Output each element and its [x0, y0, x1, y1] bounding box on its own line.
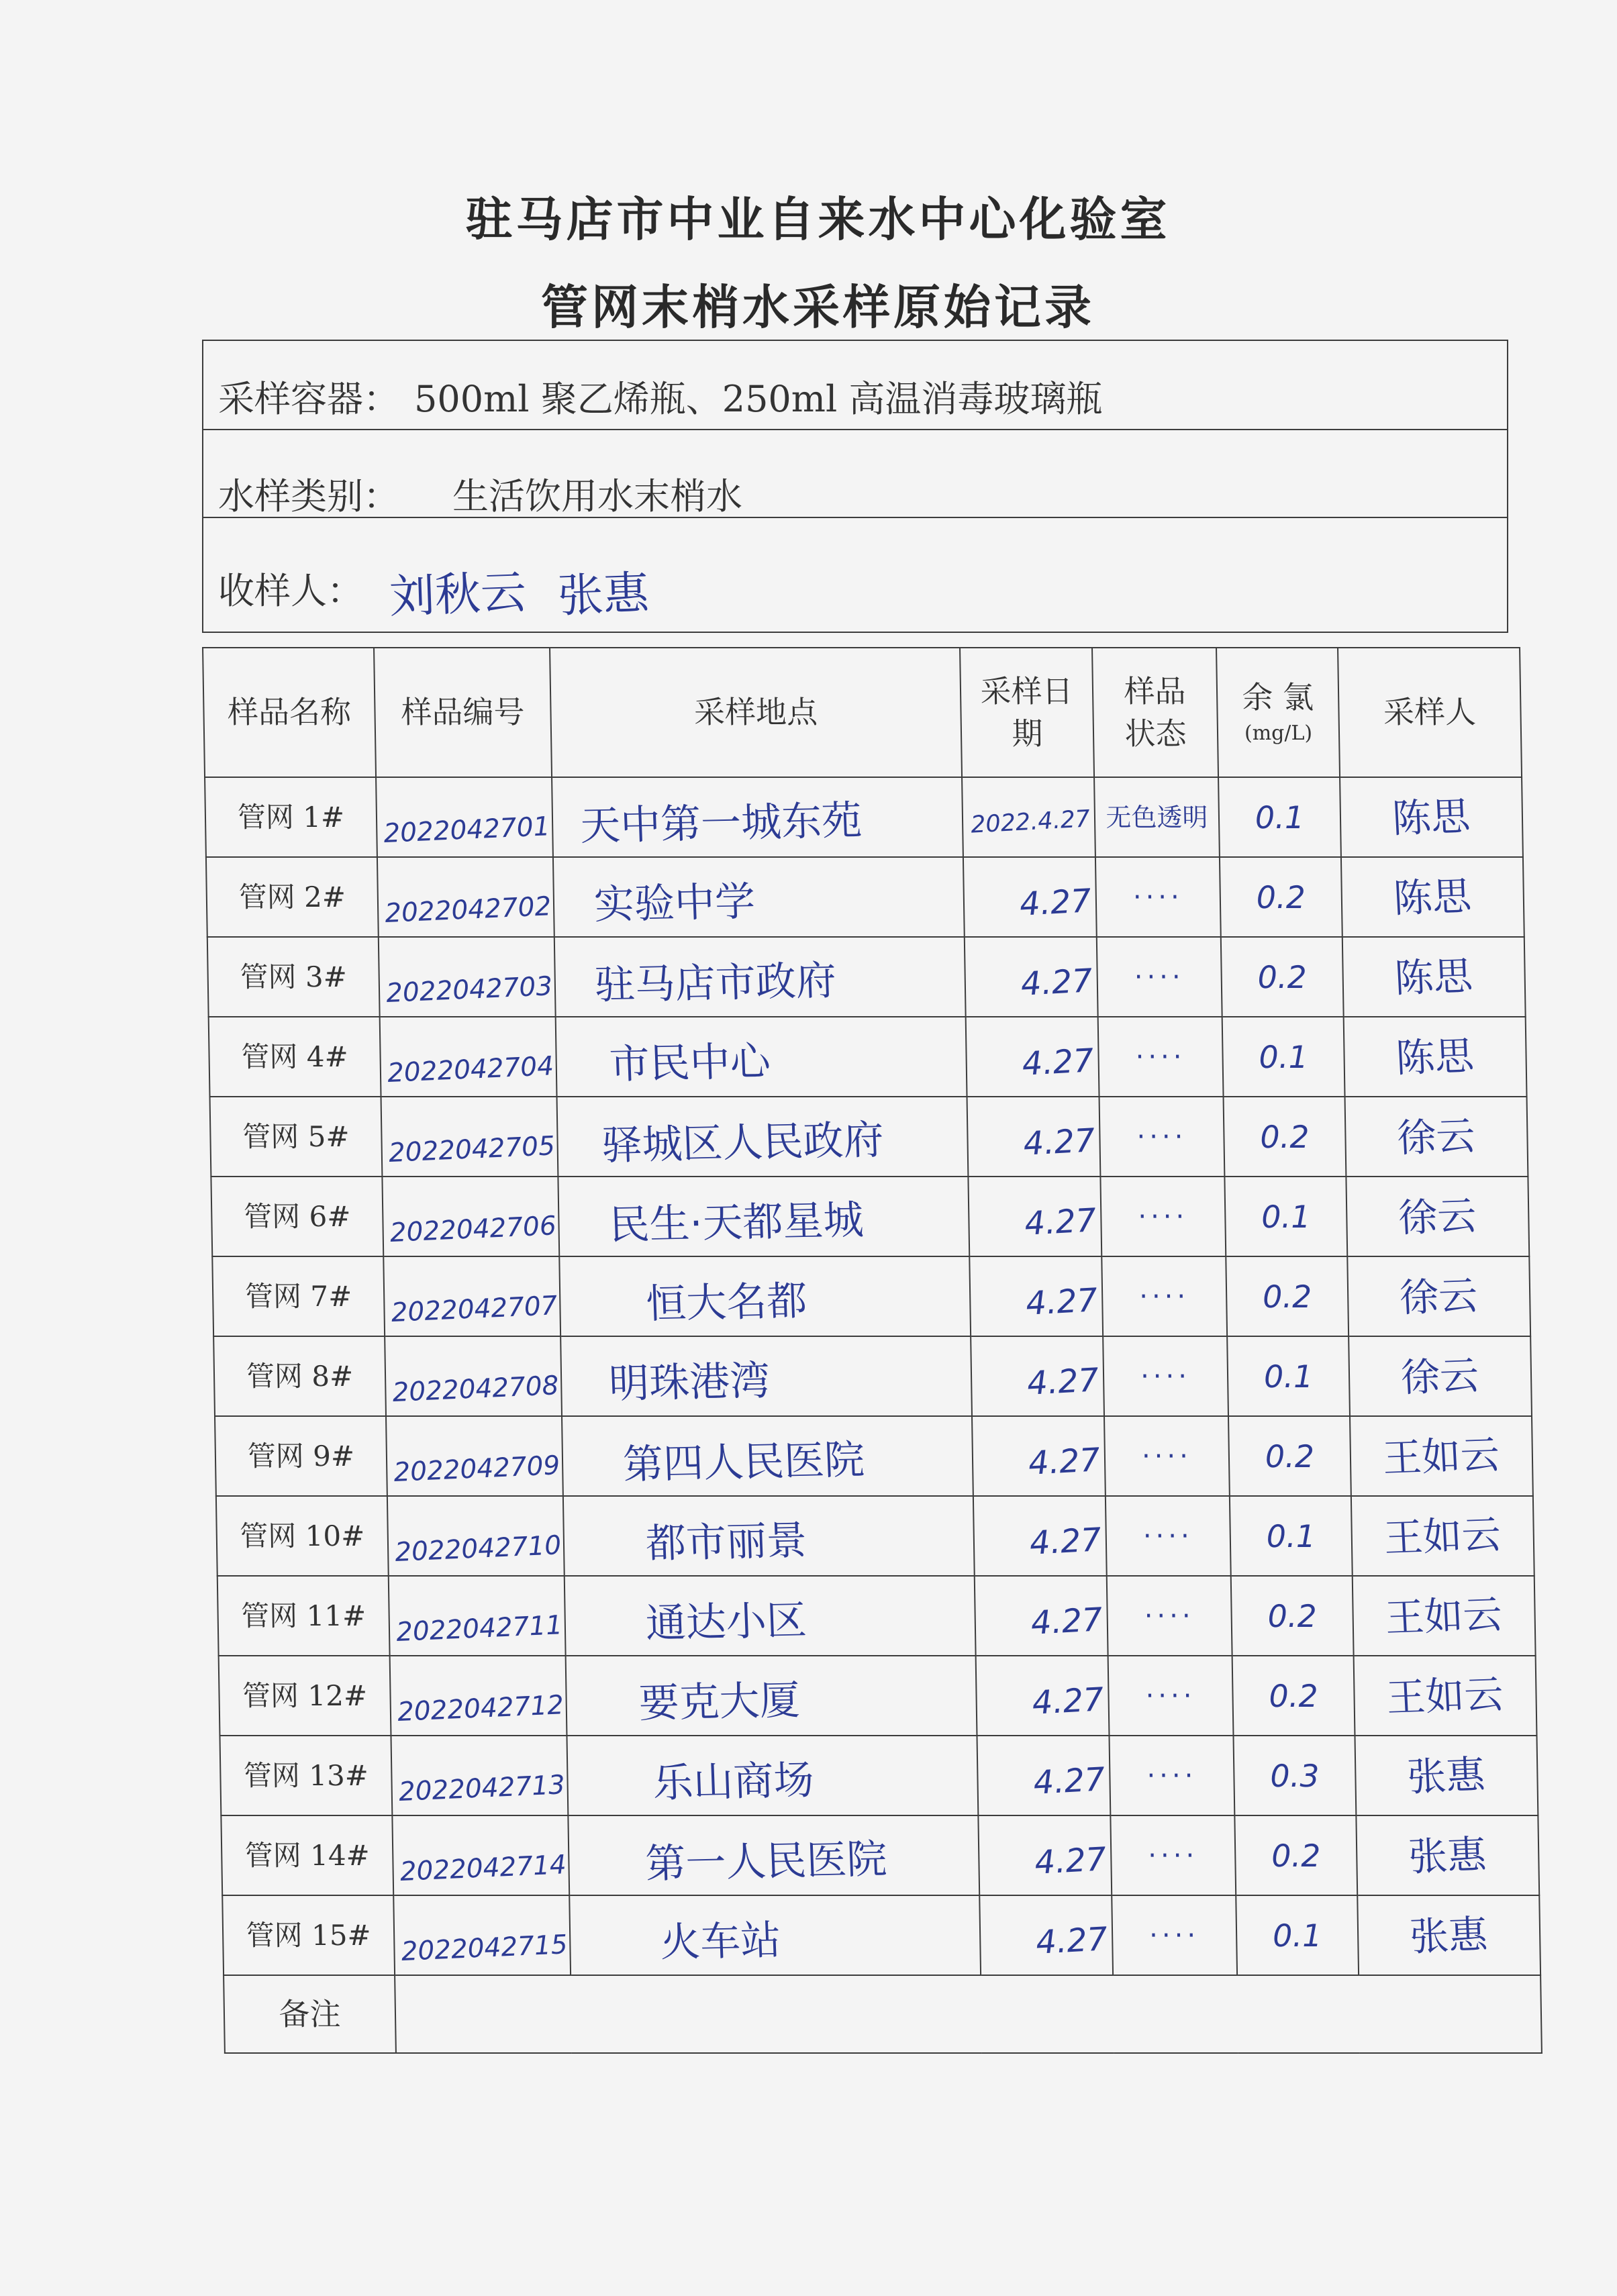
residual-chlorine-cell: [1230, 1496, 1353, 1576]
category-value: 生活饮用水末梢水: [452, 475, 742, 517]
sampler-cell: [1351, 1496, 1534, 1576]
header-unit: (mg/L): [1244, 721, 1313, 746]
sample-code-cell: [385, 1336, 562, 1416]
sample-name: 管网 12#: [242, 1679, 368, 1712]
receiver-signature: 张惠: [556, 566, 650, 623]
sampling-date: 4.27: [1033, 1840, 1108, 1882]
sample-code-cell: [380, 1017, 557, 1097]
sample-name-cell: [206, 857, 379, 937]
sampling-date: 4.27: [1028, 1520, 1103, 1562]
sample-state-cell: [1112, 1895, 1237, 1975]
sampler-name: 陈思: [1393, 952, 1474, 1001]
sample-code-cell: [376, 777, 553, 857]
sampling-date: 4.27: [1034, 1919, 1110, 1962]
sample-code: 2022042703: [385, 971, 554, 1009]
residual-chlorine: 0.1: [1266, 1517, 1316, 1554]
sample-table: [202, 647, 1542, 2054]
sample-name-cell: [212, 1256, 385, 1336]
sampling-date-cell: [977, 1736, 1110, 1815]
sampling-location: 市民中心: [608, 1037, 771, 1089]
sampling-date: 4.27: [1024, 1281, 1099, 1323]
sampler-cell: [1357, 1895, 1540, 1975]
sampler-cell: [1354, 1656, 1537, 1736]
sample-name-cell: [216, 1496, 389, 1576]
sampling-location: 乐山商场: [652, 1756, 815, 1807]
sample-code: 2022042706: [389, 1211, 557, 1248]
sampling-location: 火车站: [659, 1916, 782, 1966]
sample-state: ····: [1134, 961, 1185, 993]
residual-chlorine-cell: [1226, 1256, 1349, 1336]
sample-name-cell: [213, 1336, 386, 1416]
sampling-date-cell: [965, 937, 1098, 1017]
sample-state: ····: [1136, 1121, 1187, 1152]
sampler-cell: [1347, 1256, 1530, 1336]
residual-chlorine: 0.1: [1272, 1917, 1322, 1954]
sample-name: 管网 1#: [237, 800, 345, 834]
sampler-name: 张惠: [1408, 1831, 1488, 1880]
header-label: 样品编号: [401, 694, 525, 731]
sample-name: 管网 4#: [241, 1040, 349, 1073]
sampling-date-cell: [969, 1256, 1103, 1336]
sampler-name: 王如云: [1381, 1431, 1502, 1481]
residual-chlorine: 0.2: [1257, 958, 1308, 995]
sample-code: 2022042702: [384, 891, 552, 929]
header-label: 样品名称: [227, 694, 352, 731]
sample-state-cell: [1094, 777, 1220, 857]
header-label: 样品: [1124, 673, 1186, 710]
sample-name-cell: [215, 1416, 387, 1496]
sampler-name: 陈思: [1395, 1032, 1475, 1081]
remarks-label-cell: [224, 1975, 396, 2053]
sampler-cell: [1344, 1017, 1527, 1097]
sampling-location-cell: [562, 1416, 973, 1496]
sampling-date-cell: [971, 1336, 1104, 1416]
residual-chlorine: 0.2: [1262, 1278, 1312, 1315]
sampling-location: 通达小区: [644, 1596, 808, 1648]
sampling-date: 4.27: [1031, 1680, 1106, 1722]
sampling-date-cell: [962, 777, 1095, 857]
residual-chlorine-cell: [1231, 1576, 1354, 1656]
header-label: 期: [1012, 715, 1043, 752]
sample-state: ····: [1135, 1041, 1186, 1072]
sampling-date-cell: [968, 1177, 1101, 1256]
sample-state-cell: [1098, 1017, 1224, 1097]
table-row: [215, 1416, 1533, 1496]
sampler-cell: [1342, 937, 1526, 1017]
sample-state-cell: [1101, 1256, 1227, 1336]
sample-code-cell: [379, 937, 556, 1017]
sample-name: 管网 13#: [243, 1758, 369, 1792]
sampling-location: 恒大名都: [645, 1277, 808, 1328]
residual-chlorine-cell: [1228, 1416, 1351, 1496]
page-subtitle: 管网末梢水采样原始记录: [541, 279, 1095, 335]
sampler-name: 徐云: [1396, 1112, 1477, 1161]
sample-name-cell: [205, 777, 377, 857]
sample-code-cell: [392, 1815, 569, 1895]
sampling-date: 4.27: [1018, 881, 1093, 924]
residual-chlorine: 0.1: [1263, 1358, 1314, 1395]
sample-name: 管网 5#: [242, 1119, 350, 1153]
sample-code: 2022042708: [391, 1370, 560, 1408]
header-date: [960, 648, 1094, 777]
residual-chlorine: 0.2: [1265, 1438, 1315, 1475]
sample-state-cell: [1107, 1576, 1232, 1656]
table-row: [216, 1496, 1534, 1576]
sampling-date-cell: [967, 1097, 1101, 1177]
residual-chlorine: 0.2: [1271, 1837, 1321, 1874]
sampling-location-cell: [569, 1895, 981, 1975]
sample-code: 2022042712: [396, 1690, 565, 1728]
sampling-location: 实验中学: [593, 877, 756, 929]
sample-state: ····: [1145, 1680, 1196, 1711]
residual-chlorine-cell: [1236, 1895, 1359, 1975]
sampling-location: 明珠港湾: [607, 1356, 771, 1408]
sample-code: 2022042710: [394, 1530, 562, 1568]
residual-chlorine: 0.2: [1259, 1118, 1310, 1155]
sample-name-cell: [222, 1895, 395, 1975]
sample-state-cell: [1106, 1496, 1231, 1576]
receiver-signature: 刘秋云: [388, 566, 528, 624]
residual-chlorine-cell: [1222, 1017, 1345, 1097]
sample-state: ····: [1140, 1360, 1191, 1392]
sample-name-cell: [219, 1736, 392, 1815]
table-row: [205, 777, 1523, 857]
sample-name: 管网 10#: [239, 1519, 365, 1552]
table-row: [217, 1576, 1536, 1656]
sample-code-cell: [391, 1736, 568, 1815]
sampling-location: 天中第一城东苑: [579, 797, 863, 850]
sampling-location-cell: [553, 857, 965, 937]
sampling-date-cell: [976, 1656, 1110, 1736]
sample-state-cell: [1095, 857, 1221, 937]
residual-chlorine: 0.2: [1269, 1677, 1319, 1714]
sample-name: 管网 2#: [238, 880, 346, 913]
sample-code: 2022042714: [399, 1850, 567, 1887]
sampler-cell: [1346, 1177, 1529, 1256]
header-sample-code: [374, 648, 552, 777]
sample-name: 管网 11#: [240, 1599, 366, 1632]
sample-code: 2022042701: [383, 811, 551, 849]
sampler-name: 张惠: [1406, 1751, 1487, 1800]
page-title: 驻马店市中业自来水中心化验室: [465, 191, 1171, 247]
sample-name-cell: [217, 1576, 390, 1656]
residual-chlorine: 0.3: [1269, 1757, 1320, 1794]
sampling-location-cell: [559, 1256, 971, 1336]
sample-state: ····: [1138, 1281, 1190, 1312]
container-value: 500ml 聚乙烯瓶、250ml 高温消毒玻璃瓶: [414, 378, 1103, 420]
sample-state-cell: [1104, 1416, 1230, 1496]
sampler-cell: [1350, 1416, 1533, 1496]
residual-chlorine-cell: [1224, 1177, 1347, 1256]
sample-code: 2022042705: [387, 1131, 556, 1168]
sample-name: 管网 14#: [244, 1838, 371, 1872]
sampler-cell: [1355, 1736, 1538, 1815]
sampler-cell: [1349, 1336, 1532, 1416]
sample-name: 管网 6#: [243, 1199, 351, 1233]
sample-state-cell: [1097, 937, 1222, 1017]
sampler-name: 徐云: [1400, 1352, 1481, 1401]
sampling-date-cell: [979, 1895, 1113, 1975]
remarks-label: 备注: [279, 1996, 341, 2032]
sample-name-cell: [209, 1017, 381, 1097]
sample-state: ····: [1141, 1440, 1193, 1472]
sampling-date-cell: [975, 1576, 1108, 1656]
sampling-date-cell: [978, 1815, 1112, 1895]
sampling-info-box: [202, 340, 1508, 633]
sampler-cell: [1356, 1815, 1539, 1895]
remarks-value-cell: [395, 1975, 1542, 2053]
receiver-label: 收样人：: [218, 570, 363, 612]
header-sample-name: [203, 648, 376, 777]
sample-name: 管网 9#: [247, 1439, 355, 1473]
header-label: 余 氯: [1241, 679, 1314, 715]
sampling-date: 4.27: [1020, 961, 1094, 1003]
sample-code-cell: [389, 1576, 566, 1656]
table-row: [221, 1815, 1539, 1895]
residual-chlorine: 0.2: [1256, 879, 1306, 915]
sampler-name: 张惠: [1408, 1911, 1489, 1960]
table-header-row: [203, 648, 1522, 777]
table-row: [209, 1017, 1527, 1097]
info-divider: [203, 429, 1507, 430]
sampling-location-cell: [568, 1815, 979, 1895]
table-row: [212, 1256, 1530, 1336]
sample-state: ····: [1138, 1201, 1189, 1232]
sampler-cell: [1340, 777, 1523, 857]
sampler-name: 陈思: [1391, 793, 1472, 842]
sample-code: 2022042709: [393, 1450, 561, 1488]
sample-state-cell: [1100, 1177, 1226, 1256]
sample-code-cell: [387, 1496, 565, 1576]
header-state: [1092, 648, 1218, 777]
sampler-cell: [1341, 857, 1524, 937]
sampler-name: 陈思: [1392, 872, 1473, 921]
residual-chlorine: 0.1: [1261, 1198, 1311, 1235]
sample-code-cell: [383, 1256, 560, 1336]
table-row: [222, 1895, 1540, 1975]
sampling-location: 第四人民医院: [622, 1436, 866, 1489]
sample-code: 2022042713: [397, 1770, 567, 1807]
sampling-date: 4.27: [1022, 1121, 1097, 1163]
sampling-location: 驻马店市政府: [593, 956, 838, 1009]
sampling-date: 4.27: [1021, 1041, 1095, 1083]
sampling-date: 4.27: [1030, 1600, 1104, 1642]
sampling-location-cell: [565, 1576, 976, 1656]
sampling-location-cell: [552, 777, 963, 857]
sample-name-cell: [207, 937, 380, 1017]
sampler-name: 王如云: [1383, 1511, 1502, 1561]
sample-code: 2022042707: [390, 1291, 558, 1328]
table-row: [213, 1336, 1532, 1416]
sample-state-cell: [1103, 1336, 1228, 1416]
sample-code-cell: [386, 1416, 563, 1496]
table-row: [206, 857, 1524, 937]
table-row: [219, 1656, 1537, 1736]
sampling-date-cell: [966, 1017, 1099, 1097]
sample-state: ····: [1144, 1600, 1195, 1632]
sample-name-cell: [219, 1656, 391, 1736]
sample-code-cell: [382, 1177, 559, 1256]
header-label: 状态: [1124, 715, 1187, 752]
header-label: 采样日: [980, 673, 1073, 710]
residual-chlorine: 0.1: [1255, 799, 1305, 836]
sample-code-cell: [390, 1656, 567, 1736]
residual-chlorine-cell: [1218, 777, 1341, 857]
sample-state: 无色透明: [1106, 802, 1208, 832]
sampling-date-cell: [972, 1416, 1106, 1496]
residual-chlorine: 0.2: [1267, 1597, 1318, 1634]
sampling-date-cell: [963, 857, 1097, 937]
table-row: [211, 1177, 1529, 1256]
sampling-date: 2022.4.27: [969, 805, 1091, 839]
sampling-location: 第一人民医院: [644, 1835, 888, 1888]
sample-state: ····: [1146, 1760, 1197, 1791]
table-row: [219, 1736, 1538, 1815]
table-row: [210, 1097, 1528, 1177]
sample-state-cell: [1108, 1656, 1234, 1736]
sample-name: 管网 7#: [244, 1279, 352, 1313]
sampling-date: 4.27: [1026, 1360, 1100, 1403]
sampling-date: 4.27: [1032, 1760, 1107, 1802]
header-sampler: [1338, 648, 1522, 777]
sampler-name: 徐云: [1399, 1272, 1479, 1321]
header-label: 采样人: [1383, 694, 1477, 731]
sampling-location: 民生·天都星城: [608, 1196, 865, 1249]
sampling-location-cell: [556, 1017, 967, 1097]
header-location: [550, 648, 962, 777]
sampler-name: 王如云: [1384, 1591, 1504, 1641]
sample-name-cell: [210, 1097, 383, 1177]
sample-code: 2022042711: [395, 1610, 564, 1648]
residual-chlorine-cell: [1221, 937, 1344, 1017]
sample-name-cell: [211, 1177, 383, 1256]
sampler-cell: [1345, 1097, 1528, 1177]
sampling-date: 4.27: [1023, 1201, 1098, 1243]
table-row: [207, 937, 1526, 1017]
sample-name: 管网 8#: [246, 1359, 354, 1393]
residual-chlorine-cell: [1227, 1336, 1350, 1416]
residual-chlorine: 0.1: [1259, 1038, 1309, 1075]
sampler-cell: [1353, 1576, 1536, 1656]
sample-state-cell: [1109, 1736, 1234, 1815]
sample-code-cell: [393, 1895, 571, 1975]
sampling-date: 4.27: [1027, 1440, 1101, 1483]
header-label: 采样地点: [693, 694, 818, 731]
sampling-location-cell: [566, 1656, 977, 1736]
sampling-location-cell: [558, 1177, 969, 1256]
sample-code: 2022042704: [386, 1051, 555, 1089]
sampling-location-cell: [554, 937, 966, 1017]
sampling-location-cell: [567, 1736, 978, 1815]
residual-chlorine-cell: [1232, 1656, 1355, 1736]
residual-chlorine-cell: [1233, 1736, 1356, 1815]
sampling-location-cell: [557, 1097, 969, 1177]
sampling-location: 都市丽景: [644, 1516, 808, 1568]
sample-state: ····: [1147, 1840, 1199, 1871]
remarks-row: [224, 1975, 1542, 2053]
sampling-location-cell: [563, 1496, 975, 1576]
residual-chlorine-cell: [1234, 1815, 1357, 1895]
residual-chlorine-cell: [1220, 857, 1342, 937]
sample-state-cell: [1099, 1097, 1225, 1177]
sample-code-cell: [377, 857, 554, 937]
sample-name: 管网 3#: [240, 960, 348, 993]
category-label: 水样类别：: [218, 475, 399, 517]
container-label: 采样容器：: [218, 378, 399, 420]
sample-state: ····: [1142, 1520, 1194, 1552]
header-chlorine: [1216, 648, 1340, 777]
residual-chlorine-cell: [1224, 1097, 1346, 1177]
sample-state-cell: [1110, 1815, 1236, 1895]
sample-name-cell: [221, 1815, 393, 1895]
sample-state: ····: [1148, 1919, 1200, 1951]
sample-state: ····: [1132, 881, 1184, 913]
sample-code-cell: [381, 1097, 558, 1177]
sampling-location: 要克大厦: [638, 1676, 801, 1728]
sampler-name: 徐云: [1398, 1192, 1478, 1241]
sampling-location: 驿城区人民政府: [601, 1116, 885, 1169]
sampler-name: 王如云: [1385, 1670, 1505, 1721]
sampling-date-cell: [973, 1496, 1107, 1576]
sample-name: 管网 15#: [246, 1918, 372, 1952]
sample-code: 2022042715: [400, 1930, 569, 1967]
sampling-location-cell: [560, 1336, 972, 1416]
